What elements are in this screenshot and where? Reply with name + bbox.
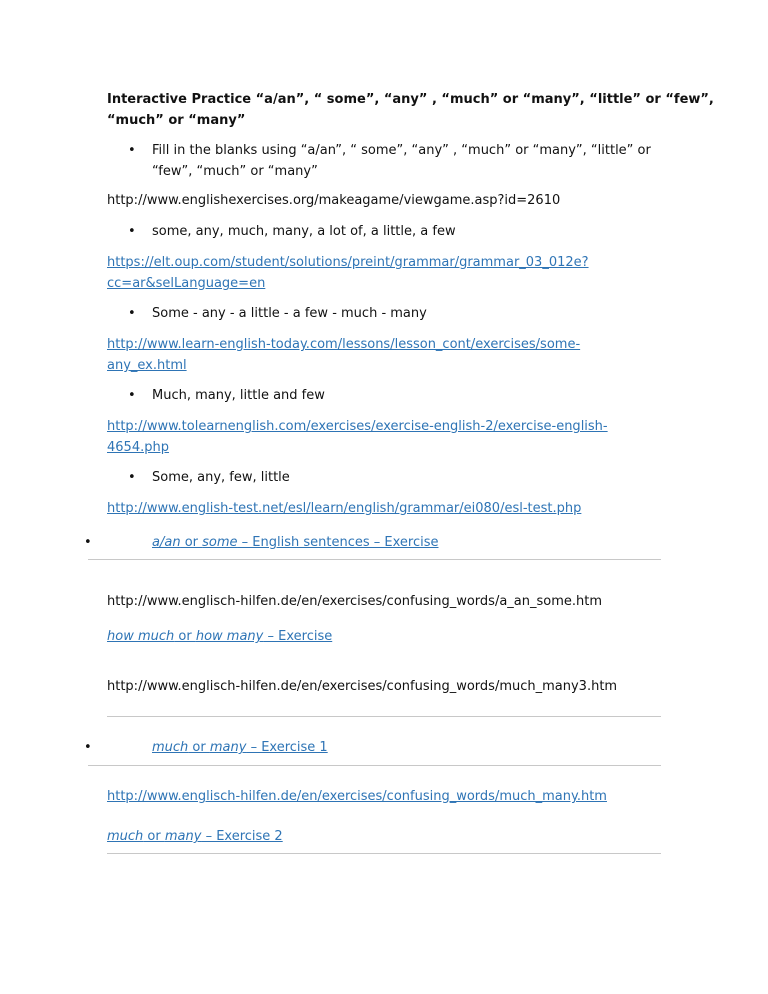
exercise-link-much-many-2[interactable]: [107, 828, 283, 846]
bullet-text: some, any, much, many, a lot of, a little, a few: [152, 224, 456, 239]
link[interactable]: any_ex.html: [107, 358, 187, 373]
divider: [88, 559, 661, 560]
exercise-link-how-much[interactable]: [107, 628, 332, 646]
url-text: http://www.englishexercises.org/makeagame/viewgame.asp?id=2610: [107, 193, 561, 208]
heading-line2: “much” or “many”: [107, 113, 246, 128]
link-part: or: [180, 535, 203, 550]
bullet-text: Some, any, few, little: [152, 470, 290, 485]
divider: [88, 765, 661, 766]
bullet-text: Some - any - a little - a few - much - many: [152, 306, 427, 321]
bullet-icon: •: [84, 740, 92, 755]
link-part: how many: [195, 629, 264, 644]
link-part: much: [107, 829, 144, 844]
link-part: some: [202, 535, 238, 550]
bullet-text: “few”, “much” or “many”: [152, 164, 318, 179]
link-part: how much: [107, 629, 175, 644]
divider: [107, 853, 661, 854]
exercise-link-much-many-1[interactable]: [152, 739, 328, 757]
bullet-icon: •: [128, 388, 136, 403]
link-part: – Exercise 1: [246, 740, 328, 755]
url-text: http://www.englisch-hilfen.de/en/exercises/confusing_words/a_an_some.htm: [107, 594, 603, 609]
link-part: much: [152, 740, 189, 755]
link[interactable]: http://www.english-test.net/esl/learn/english/grammar/ei080/esl-test.php: [107, 501, 582, 516]
link-part: or: [188, 740, 210, 755]
exercise-link-a-an-some[interactable]: [152, 534, 439, 552]
link[interactable]: 4654.php: [107, 440, 169, 455]
bullet-icon: •: [128, 224, 136, 239]
link-part: many: [209, 740, 247, 755]
link-part: – English sentences – Exercise: [237, 535, 439, 550]
bullet-icon: •: [84, 535, 92, 550]
url-text: http://www.englisch-hilfen.de/en/exercises/confusing_words/much_many3.htm: [107, 679, 618, 694]
heading-line1: Interactive Practice “a/an”, “ some”, “any” , “much” or “many”, “little” or “few”,: [107, 92, 714, 107]
link-part: many: [164, 829, 202, 844]
divider: [107, 716, 661, 717]
link[interactable]: https://elt.oup.com/student/solutions/preint/grammar/grammar_03_012e?: [107, 255, 589, 270]
link[interactable]: cc=ar&selLanguage=en: [107, 276, 266, 291]
bullet-text: Fill in the blanks using “a/an”, “ some”, “any” , “much” or “many”, “little” or: [152, 143, 651, 158]
link-part: or: [174, 629, 196, 644]
link[interactable]: http://www.tolearnenglish.com/exercises/exercise-english-2/exercise-english-: [107, 419, 608, 434]
link-part: – Exercise 2: [201, 829, 283, 844]
bullet-icon: •: [128, 306, 136, 321]
link-part: or: [143, 829, 165, 844]
bullet-icon: •: [128, 470, 136, 485]
bullet-icon: •: [128, 143, 136, 158]
link[interactable]: http://www.learn-english-today.com/lessons/lesson_cont/exercises/some-: [107, 337, 581, 352]
bullet-text: Much, many, little and few: [152, 388, 325, 403]
link-part: a/an: [152, 535, 181, 550]
link[interactable]: http://www.englisch-hilfen.de/en/exercises/confusing_words/much_many.htm: [107, 789, 607, 804]
link-part: – Exercise: [263, 629, 333, 644]
